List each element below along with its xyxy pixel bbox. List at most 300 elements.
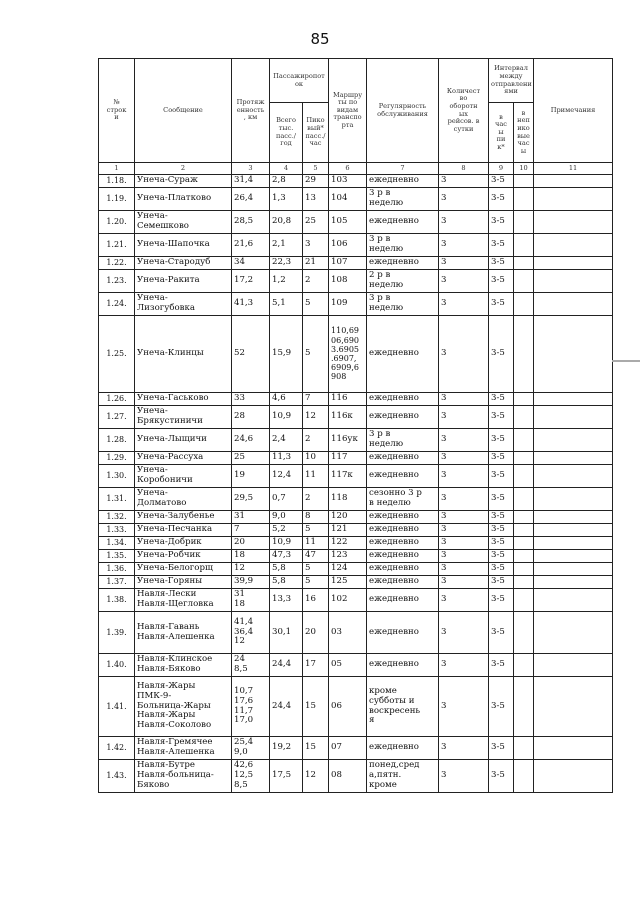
interval-offpeak [514,524,534,537]
route-codes: 116ук [329,429,367,452]
row-number: 1.34. [99,537,135,550]
header-notes: Примечания [534,59,613,163]
route-codes: 03 [329,612,367,654]
row-number: 1.29. [99,452,135,465]
table-row [99,511,613,524]
passengers-total: 15,9 [270,316,303,393]
interval-offpeak [514,211,534,234]
route-codes: 105 [329,211,367,234]
trips-per-day: 3 [439,589,489,612]
trips-per-day: 3 [439,234,489,257]
interval-offpeak [514,537,534,550]
table-row [99,737,613,760]
passengers-peak: 5 [303,576,329,589]
passengers-total: 5,8 [270,563,303,576]
passengers-total: 12,4 [270,465,303,488]
trips-per-day: 3 [439,211,489,234]
route-name: Унеча-Клинцы [135,316,232,393]
route-name: Навля-Лески Навля-Щегловка [135,589,232,612]
table-row [99,234,613,257]
regularity: ежедневно [367,589,439,612]
interval-offpeak [514,589,534,612]
row-number: 1.33. [99,524,135,537]
interval-peak: 3-5 [489,175,514,188]
row-number: 1.27. [99,406,135,429]
passengers-peak: 3 [303,234,329,257]
interval-offpeak [514,257,534,270]
interval-offpeak [514,550,534,563]
interval-peak: 3-5 [489,452,514,465]
trips-per-day: 3 [439,612,489,654]
interval-peak: 3-5 [489,654,514,677]
interval-offpeak [514,316,534,393]
interval-offpeak [514,293,534,316]
table-row [99,429,613,452]
route-length: 29,5 [232,488,270,511]
route-name: Унеча- Брякустиничи [135,406,232,429]
notes [534,550,613,563]
trips-per-day: 3 [439,654,489,677]
interval-peak: 3-5 [489,576,514,589]
regularity: ежедневно [367,537,439,550]
route-length: 24,6 [232,429,270,452]
interval-offpeak [514,452,534,465]
route-name: Унеча- Долматово [135,488,232,511]
route-length: 31 [232,511,270,524]
route-length: 19 [232,465,270,488]
route-codes: 07 [329,737,367,760]
interval-offpeak [514,429,534,452]
route-codes: 122 [329,537,367,550]
table-row [99,576,613,589]
route-codes: 110,69 06,690 3.6905 .6907, 6909,6 908 [329,316,367,393]
row-number: 1.21. [99,234,135,257]
row-number: 1.31. [99,488,135,511]
table-row [99,488,613,511]
route-codes: 116к [329,406,367,429]
passengers-peak: 12 [303,760,329,793]
header-total: Всего тыс. пасс./ год [270,103,303,163]
regularity: ежедневно [367,452,439,465]
header-interval: Интервал между отправлени ями [489,59,534,103]
regularity: сезонно 3 р в неделю [367,488,439,511]
regularity: ежедневно [367,257,439,270]
route-length: 17,2 [232,270,270,293]
notes [534,293,613,316]
route-codes: 116 [329,393,367,406]
passengers-total: 24,4 [270,677,303,737]
notes [534,211,613,234]
interval-peak: 3-5 [489,211,514,234]
header-routes: Маршру ты по видам транспо рта [329,59,367,163]
notes [534,654,613,677]
interval-offpeak [514,234,534,257]
notes [534,612,613,654]
notes [534,488,613,511]
trips-per-day: 3 [439,576,489,589]
route-codes: 120 [329,511,367,524]
header-trips: Количест во оборотн ых рейсов. в сутки [439,59,489,163]
passengers-total: 10,9 [270,537,303,550]
interval-peak: 3-5 [489,550,514,563]
interval-offpeak [514,563,534,576]
trips-per-day: 3 [439,293,489,316]
route-length: 28,5 [232,211,270,234]
row-number: 1.35. [99,550,135,563]
regularity: 3 р в неделю [367,234,439,257]
column-number: 5 [303,163,329,175]
notes [534,257,613,270]
page-number: 85 [310,30,330,48]
route-length: 39,9 [232,576,270,589]
interval-peak: 3-5 [489,270,514,293]
route-codes: 06 [329,677,367,737]
passengers-total: 2,8 [270,175,303,188]
interval-offpeak [514,393,534,406]
regularity: ежедневно [367,465,439,488]
row-number: 1.42. [99,737,135,760]
interval-peak: 3-5 [489,524,514,537]
interval-peak: 3-5 [489,612,514,654]
table-row [99,677,613,737]
row-number: 1.40. [99,654,135,677]
regularity: ежедневно [367,316,439,393]
interval-peak: 3-5 [489,511,514,524]
interval-peak: 3-5 [489,257,514,270]
route-name: Унеча-Ракита [135,270,232,293]
regularity: ежедневно [367,737,439,760]
interval-offpeak [514,175,534,188]
passengers-total: 10,9 [270,406,303,429]
passengers-peak: 2 [303,429,329,452]
passengers-peak: 5 [303,293,329,316]
route-name: Навля-Бутре Навля-больница- Бяково [135,760,232,793]
passengers-peak: 12 [303,406,329,429]
trips-per-day: 3 [439,760,489,793]
route-name: Унеча- Семешково [135,211,232,234]
row-number: 1.41. [99,677,135,737]
passengers-total: 47,3 [270,550,303,563]
passengers-peak: 5 [303,316,329,393]
passengers-total: 9,0 [270,511,303,524]
route-length: 41,3 [232,293,270,316]
trips-per-day: 3 [439,511,489,524]
interval-offpeak [514,576,534,589]
regularity: ежедневно [367,393,439,406]
route-name: Унеча-Белогорщ [135,563,232,576]
regularity: ежедневно [367,563,439,576]
table-row [99,270,613,293]
row-number: 1.36. [99,563,135,576]
table-row [99,563,613,576]
route-length: 41,4 36,4 12 [232,612,270,654]
regularity: ежедневно [367,211,439,234]
route-length: 10,7 17,6 11,7 17,0 [232,677,270,737]
row-number: 1.38. [99,589,135,612]
header-regularity: Регулярность обслуживания [367,59,439,163]
route-length: 18 [232,550,270,563]
route-length: 34 [232,257,270,270]
notes [534,316,613,393]
trips-per-day: 3 [439,270,489,293]
passengers-peak: 47 [303,550,329,563]
route-codes: 108 [329,270,367,293]
interval-offpeak [514,270,534,293]
passengers-peak: 7 [303,393,329,406]
interval-peak: 3-5 [489,293,514,316]
regularity: понед,сред а,пятн. кроме [367,760,439,793]
passengers-peak: 13 [303,188,329,211]
regularity: ежедневно [367,576,439,589]
passengers-peak: 21 [303,257,329,270]
table-row [99,175,613,188]
table-body [99,175,613,793]
route-name: Унеча-Горяны [135,576,232,589]
trips-per-day: 3 [439,488,489,511]
trips-per-day: 3 [439,524,489,537]
table-row [99,316,613,393]
passengers-total: 5,2 [270,524,303,537]
trips-per-day: 3 [439,537,489,550]
passengers-total: 24,4 [270,654,303,677]
row-number: 1.22. [99,257,135,270]
table-row [99,612,613,654]
trips-per-day: 3 [439,257,489,270]
route-codes: 118 [329,488,367,511]
header-peak-hours: в час ы пи к* [489,103,514,163]
passengers-peak: 2 [303,270,329,293]
interval-peak: 3-5 [489,316,514,393]
route-length: 20 [232,537,270,550]
route-codes: 05 [329,654,367,677]
interval-peak: 3-5 [489,429,514,452]
regularity: 3 р в неделю [367,429,439,452]
row-number: 1.19. [99,188,135,211]
passengers-peak: 15 [303,737,329,760]
table-row [99,211,613,234]
route-codes: 123 [329,550,367,563]
passengers-peak: 17 [303,654,329,677]
route-name: Унеча-Платково [135,188,232,211]
interval-peak: 3-5 [489,563,514,576]
interval-peak: 3-5 [489,188,514,211]
trips-per-day: 3 [439,677,489,737]
table-row [99,550,613,563]
route-name: Унеча-Шапочка [135,234,232,257]
passengers-total: 0,7 [270,488,303,511]
route-length: 24 8,5 [232,654,270,677]
regularity: ежедневно [367,524,439,537]
interval-peak: 3-5 [489,677,514,737]
passengers-peak: 25 [303,211,329,234]
passengers-peak: 11 [303,465,329,488]
column-number: 6 [329,163,367,175]
passengers-peak: 11 [303,537,329,550]
notes [534,677,613,737]
trips-per-day: 3 [439,563,489,576]
trips-per-day: 3 [439,406,489,429]
passengers-total: 30,1 [270,612,303,654]
route-name: Унеча-Залубенье [135,511,232,524]
route-codes: 104 [329,188,367,211]
header-row-number: № строк и [99,59,135,163]
route-length: 26,4 [232,188,270,211]
table-row [99,257,613,270]
row-number: 1.43. [99,760,135,793]
passengers-peak: 2 [303,488,329,511]
interval-offpeak [514,737,534,760]
interval-offpeak [514,406,534,429]
route-codes: 08 [329,760,367,793]
interval-peak: 3-5 [489,537,514,550]
routes-table [98,58,613,793]
route-name: Унеча-Песчанка [135,524,232,537]
route-length: 33 [232,393,270,406]
row-number: 1.28. [99,429,135,452]
passengers-total: 20,8 [270,211,303,234]
route-name: Унеча-Робчик [135,550,232,563]
header-offpeak-hours: в неп ико вые час ы [514,103,534,163]
notes [534,537,613,550]
interval-peak: 3-5 [489,465,514,488]
notes [534,511,613,524]
notes [534,429,613,452]
route-length: 21,6 [232,234,270,257]
column-number: 3 [232,163,270,175]
interval-offpeak [514,465,534,488]
trips-per-day: 3 [439,316,489,393]
column-number: 10 [514,163,534,175]
route-codes: 102 [329,589,367,612]
regularity: кроме субботы и воскресень я [367,677,439,737]
column-numbers-row [99,163,613,175]
row-number: 1.24. [99,293,135,316]
regularity: 2 р в неделю [367,270,439,293]
route-name: Унеча-Рассуха [135,452,232,465]
table-row [99,406,613,429]
interval-offpeak [514,188,534,211]
route-codes: 125 [329,576,367,589]
interval-offpeak [514,612,534,654]
route-name: Унеча-Стародуб [135,257,232,270]
passengers-total: 2,4 [270,429,303,452]
table-row [99,524,613,537]
route-codes: 121 [329,524,367,537]
row-number: 1.18. [99,175,135,188]
passengers-peak: 5 [303,524,329,537]
row-number: 1.26. [99,393,135,406]
notes [534,760,613,793]
column-number: 8 [439,163,489,175]
interval-peak: 3-5 [489,406,514,429]
interval-peak: 3-5 [489,393,514,406]
route-name: Унеча-Лыщичи [135,429,232,452]
route-length: 25 [232,452,270,465]
table-row [99,452,613,465]
row-number: 1.25. [99,316,135,393]
passengers-total: 5,1 [270,293,303,316]
notes [534,175,613,188]
notes [534,270,613,293]
regularity: ежедневно [367,511,439,524]
route-length: 12 [232,563,270,576]
table-row [99,537,613,550]
route-codes: 124 [329,563,367,576]
regularity: 3 р в неделю [367,293,439,316]
passengers-total: 19,2 [270,737,303,760]
trips-per-day: 3 [439,550,489,563]
regularity: ежедневно [367,550,439,563]
notes [534,465,613,488]
interval-offpeak [514,654,534,677]
interval-offpeak [514,760,534,793]
regularity: ежедневно [367,654,439,677]
trips-per-day: 3 [439,188,489,211]
interval-offpeak [514,677,534,737]
route-name: Навля-Гремячее Навля-Алешенка [135,737,232,760]
table-row [99,760,613,793]
route-name: Унеча- Лизогубовка [135,293,232,316]
table-row [99,293,613,316]
row-number: 1.20. [99,211,135,234]
notes [534,234,613,257]
route-name: Навля-Жары ПМК-9- Больница-Жары Навля-Жары Навля-Соколово [135,677,232,737]
route-name: Унеча-Гаськово [135,393,232,406]
route-length: 25,4 9,0 [232,737,270,760]
passengers-peak: 8 [303,511,329,524]
trips-per-day: 3 [439,393,489,406]
route-codes: 109 [329,293,367,316]
route-name: Унеча-Сураж [135,175,232,188]
route-name: Навля-Клинское Навля-Бяково [135,654,232,677]
passengers-total: 2,1 [270,234,303,257]
regularity: ежедневно [367,175,439,188]
regularity: 3 р в неделю [367,188,439,211]
passengers-peak: 20 [303,612,329,654]
regularity: ежедневно [367,612,439,654]
route-name: Унеча-Добрик [135,537,232,550]
table-row [99,465,613,488]
passengers-peak: 16 [303,589,329,612]
table-row [99,188,613,211]
route-length: 31,4 [232,175,270,188]
header-passenger-flow: Пассажиропот ок [270,59,329,103]
passengers-peak: 15 [303,677,329,737]
notes [534,452,613,465]
row-number: 1.39. [99,612,135,654]
scan-mark [612,360,640,362]
trips-per-day: 3 [439,175,489,188]
route-codes: 117к [329,465,367,488]
interval-peak: 3-5 [489,488,514,511]
notes [534,737,613,760]
route-length: 52 [232,316,270,393]
row-number: 1.30. [99,465,135,488]
route-length: 42,6 12,5 8,5 [232,760,270,793]
row-number: 1.32. [99,511,135,524]
column-number: 4 [270,163,303,175]
header-length: Протяж енность , км [232,59,270,163]
table-row [99,589,613,612]
trips-per-day: 3 [439,737,489,760]
trips-per-day: 3 [439,465,489,488]
route-length: 31 18 [232,589,270,612]
route-codes: 107 [329,257,367,270]
passengers-total: 1,3 [270,188,303,211]
interval-offpeak [514,488,534,511]
route-name: Унеча- Коробоничи [135,465,232,488]
passengers-total: 22,3 [270,257,303,270]
